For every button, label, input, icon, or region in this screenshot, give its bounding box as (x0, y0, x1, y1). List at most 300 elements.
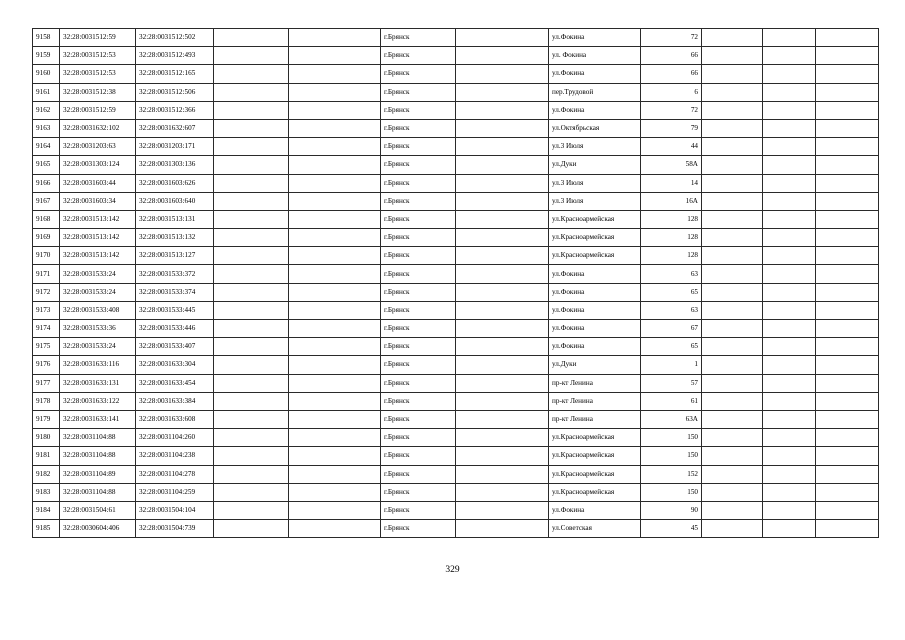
empty-cell (456, 174, 549, 192)
empty-cell (289, 429, 381, 447)
empty-cell (816, 138, 879, 156)
empty-cell (214, 192, 289, 210)
empty-cell (816, 320, 879, 338)
empty-cell (702, 47, 763, 65)
building-cadastral-number-cell: 32:28:0031603:626 (136, 174, 214, 192)
table-row (33, 283, 879, 301)
empty-cell (456, 192, 549, 210)
city-cell: г.Брянск (381, 374, 456, 392)
city-cell: г.Брянск (381, 301, 456, 319)
house-number-cell: 14 (641, 174, 702, 192)
empty-cell (702, 520, 763, 538)
city-cell: г.Брянск (381, 47, 456, 65)
empty-cell (816, 429, 879, 447)
city-cell: г.Брянск (381, 65, 456, 83)
empty-cell (289, 283, 381, 301)
building-cadastral-number-cell: 32:28:0031533:374 (136, 283, 214, 301)
empty-cell (289, 229, 381, 247)
house-number-cell: 45 (641, 520, 702, 538)
city-cell: г.Брянск (381, 83, 456, 101)
empty-cell (456, 483, 549, 501)
empty-cell (763, 447, 816, 465)
city-cell: г.Брянск (381, 520, 456, 538)
building-cadastral-number-cell: 32:28:0031513:132 (136, 229, 214, 247)
table-row (33, 29, 879, 47)
row-number-cell: 9162 (33, 101, 60, 119)
empty-cell (816, 265, 879, 283)
table-row (33, 501, 879, 519)
street-cell: ул.Фокина (549, 283, 641, 301)
house-number-cell: 128 (641, 247, 702, 265)
empty-cell (214, 210, 289, 228)
table-row (33, 338, 879, 356)
row-number-cell: 9160 (33, 65, 60, 83)
street-cell: пр-кт Ленина (549, 410, 641, 428)
empty-cell (816, 119, 879, 137)
street-cell: ул.Октябрьская (549, 119, 641, 137)
empty-cell (816, 501, 879, 519)
empty-cell (763, 392, 816, 410)
street-cell: ул.Фокина (549, 65, 641, 83)
empty-cell (702, 210, 763, 228)
empty-cell (702, 247, 763, 265)
house-number-cell: 66 (641, 65, 702, 83)
house-number-cell: 152 (641, 465, 702, 483)
building-cadastral-number-cell: 32:28:0031303:136 (136, 156, 214, 174)
house-number-cell: 72 (641, 101, 702, 119)
empty-cell (456, 465, 549, 483)
empty-cell (214, 447, 289, 465)
land-cadastral-number-cell: 32:28:0031633:116 (60, 356, 136, 374)
city-cell: г.Брянск (381, 192, 456, 210)
house-number-cell: 58А (641, 156, 702, 174)
building-cadastral-number-cell: 32:28:0031512:366 (136, 101, 214, 119)
land-cadastral-number-cell: 32:28:0031603:34 (60, 192, 136, 210)
empty-cell (816, 374, 879, 392)
empty-cell (702, 338, 763, 356)
street-cell: ул.3 Июля (549, 174, 641, 192)
street-cell: ул.Красноармейская (549, 447, 641, 465)
empty-cell (214, 429, 289, 447)
row-number-cell: 9163 (33, 119, 60, 137)
empty-cell (289, 301, 381, 319)
land-cadastral-number-cell: 32:28:0031533:408 (60, 301, 136, 319)
city-cell: г.Брянск (381, 483, 456, 501)
empty-cell (763, 410, 816, 428)
land-cadastral-number-cell: 32:28:0031104:88 (60, 483, 136, 501)
empty-cell (289, 338, 381, 356)
empty-cell (214, 301, 289, 319)
city-cell: г.Брянск (381, 356, 456, 374)
building-cadastral-number-cell: 32:28:0031512:502 (136, 29, 214, 47)
empty-cell (214, 101, 289, 119)
row-number-cell: 9176 (33, 356, 60, 374)
empty-cell (289, 265, 381, 283)
empty-cell (289, 247, 381, 265)
empty-cell (702, 283, 763, 301)
empty-cell (816, 192, 879, 210)
house-number-cell: 150 (641, 447, 702, 465)
empty-cell (214, 65, 289, 83)
row-number-cell: 9180 (33, 429, 60, 447)
empty-cell (456, 229, 549, 247)
empty-cell (214, 265, 289, 283)
street-cell: ул.Красноармейская (549, 483, 641, 501)
house-number-cell: 128 (641, 229, 702, 247)
building-cadastral-number-cell: 32:28:0031104:259 (136, 483, 214, 501)
empty-cell (763, 374, 816, 392)
table-row (33, 465, 879, 483)
city-cell: г.Брянск (381, 283, 456, 301)
empty-cell (214, 338, 289, 356)
building-cadastral-number-cell: 32:28:0031533:372 (136, 265, 214, 283)
empty-cell (816, 47, 879, 65)
building-cadastral-number-cell: 32:28:0031203:171 (136, 138, 214, 156)
empty-cell (763, 283, 816, 301)
house-number-cell: 16А (641, 192, 702, 210)
empty-cell (702, 447, 763, 465)
empty-cell (702, 156, 763, 174)
empty-cell (214, 156, 289, 174)
street-cell: ул.Фокина (549, 338, 641, 356)
empty-cell (763, 192, 816, 210)
empty-cell (214, 229, 289, 247)
row-number-cell: 9161 (33, 83, 60, 101)
building-cadastral-number-cell: 32:28:0031512:506 (136, 83, 214, 101)
building-cadastral-number-cell: 32:28:0031533:446 (136, 320, 214, 338)
empty-cell (214, 483, 289, 501)
building-cadastral-number-cell: 32:28:0031603:640 (136, 192, 214, 210)
house-number-cell: 65 (641, 283, 702, 301)
empty-cell (816, 83, 879, 101)
row-number-cell: 9178 (33, 392, 60, 410)
land-cadastral-number-cell: 32:28:0031603:44 (60, 174, 136, 192)
street-cell: ул.Дуки (549, 156, 641, 174)
table-row (33, 47, 879, 65)
row-number-cell: 9158 (33, 29, 60, 47)
empty-cell (289, 210, 381, 228)
empty-cell (456, 374, 549, 392)
table-row (33, 483, 879, 501)
street-cell: ул.Фокина (549, 101, 641, 119)
table-body (33, 29, 879, 538)
empty-cell (214, 119, 289, 137)
empty-cell (816, 392, 879, 410)
city-cell: г.Брянск (381, 119, 456, 137)
empty-cell (702, 119, 763, 137)
empty-cell (763, 174, 816, 192)
empty-cell (214, 283, 289, 301)
empty-cell (702, 174, 763, 192)
empty-cell (702, 410, 763, 428)
empty-cell (456, 320, 549, 338)
house-number-cell: 57 (641, 374, 702, 392)
empty-cell (289, 119, 381, 137)
row-number-cell: 9181 (33, 447, 60, 465)
empty-cell (702, 301, 763, 319)
empty-cell (816, 447, 879, 465)
table-row (33, 374, 879, 392)
empty-cell (702, 192, 763, 210)
empty-cell (214, 392, 289, 410)
empty-cell (816, 210, 879, 228)
building-cadastral-number-cell: 32:28:0031504:739 (136, 520, 214, 538)
table-row (33, 101, 879, 119)
street-cell: ул.Красноармейская (549, 465, 641, 483)
empty-cell (456, 47, 549, 65)
empty-cell (816, 520, 879, 538)
table-row (33, 229, 879, 247)
empty-cell (289, 174, 381, 192)
empty-cell (702, 374, 763, 392)
empty-cell (763, 247, 816, 265)
empty-cell (456, 101, 549, 119)
table-row (33, 174, 879, 192)
empty-cell (702, 429, 763, 447)
table-row (33, 192, 879, 210)
city-cell: г.Брянск (381, 29, 456, 47)
empty-cell (289, 483, 381, 501)
empty-cell (289, 410, 381, 428)
empty-cell (289, 501, 381, 519)
table-row (33, 356, 879, 374)
city-cell: г.Брянск (381, 156, 456, 174)
land-cadastral-number-cell: 32:28:0031633:122 (60, 392, 136, 410)
house-number-cell: 150 (641, 483, 702, 501)
empty-cell (456, 356, 549, 374)
land-cadastral-number-cell: 32:28:0031513:142 (60, 247, 136, 265)
empty-cell (289, 101, 381, 119)
street-cell: ул.Красноармейская (549, 429, 641, 447)
empty-cell (289, 29, 381, 47)
street-cell: ул.Фокина (549, 501, 641, 519)
city-cell: г.Брянск (381, 465, 456, 483)
building-cadastral-number-cell: 32:28:0031104:260 (136, 429, 214, 447)
empty-cell (763, 229, 816, 247)
empty-cell (816, 410, 879, 428)
house-number-cell: 1 (641, 356, 702, 374)
building-cadastral-number-cell: 32:28:0031633:304 (136, 356, 214, 374)
house-number-cell: 65 (641, 338, 702, 356)
empty-cell (816, 101, 879, 119)
land-cadastral-number-cell: 32:28:0031104:89 (60, 465, 136, 483)
empty-cell (214, 374, 289, 392)
empty-cell (702, 138, 763, 156)
empty-cell (214, 174, 289, 192)
empty-cell (214, 247, 289, 265)
building-cadastral-number-cell: 32:28:0031104:278 (136, 465, 214, 483)
land-cadastral-number-cell: 32:28:0031203:63 (60, 138, 136, 156)
city-cell: г.Брянск (381, 447, 456, 465)
empty-cell (289, 83, 381, 101)
house-number-cell: 44 (641, 138, 702, 156)
street-cell: ул.Фокина (549, 265, 641, 283)
city-cell: г.Брянск (381, 229, 456, 247)
row-number-cell: 9166 (33, 174, 60, 192)
city-cell: г.Брянск (381, 320, 456, 338)
empty-cell (289, 520, 381, 538)
empty-cell (763, 119, 816, 137)
empty-cell (763, 465, 816, 483)
table-row (33, 65, 879, 83)
row-number-cell: 9170 (33, 247, 60, 265)
land-cadastral-number-cell: 32:28:0031633:131 (60, 374, 136, 392)
empty-cell (702, 320, 763, 338)
building-cadastral-number-cell: 32:28:0031633:384 (136, 392, 214, 410)
empty-cell (763, 156, 816, 174)
empty-cell (816, 156, 879, 174)
building-cadastral-number-cell: 32:28:0031512:165 (136, 65, 214, 83)
empty-cell (214, 138, 289, 156)
empty-cell (456, 265, 549, 283)
table-row (33, 429, 879, 447)
empty-cell (816, 229, 879, 247)
empty-cell (214, 520, 289, 538)
row-number-cell: 9169 (33, 229, 60, 247)
building-cadastral-number-cell: 32:28:0031512:493 (136, 47, 214, 65)
row-number-cell: 9165 (33, 156, 60, 174)
empty-cell (456, 65, 549, 83)
city-cell: г.Брянск (381, 210, 456, 228)
street-cell: ул.Фокина (549, 29, 641, 47)
empty-cell (816, 283, 879, 301)
table-row (33, 119, 879, 137)
land-cadastral-number-cell: 32:28:0030604:406 (60, 520, 136, 538)
city-cell: г.Брянск (381, 265, 456, 283)
empty-cell (816, 301, 879, 319)
building-cadastral-number-cell: 32:28:0031633:454 (136, 374, 214, 392)
row-number-cell: 9168 (33, 210, 60, 228)
table-row (33, 410, 879, 428)
land-cadastral-number-cell: 32:28:0031513:142 (60, 229, 136, 247)
street-cell: ул.Красноармейская (549, 229, 641, 247)
building-cadastral-number-cell: 32:28:0031104:238 (136, 447, 214, 465)
empty-cell (289, 47, 381, 65)
row-number-cell: 9177 (33, 374, 60, 392)
land-cadastral-number-cell: 32:28:0031512:38 (60, 83, 136, 101)
land-cadastral-number-cell: 32:28:0031633:141 (60, 410, 136, 428)
empty-cell (702, 465, 763, 483)
empty-cell (702, 501, 763, 519)
city-cell: г.Брянск (381, 174, 456, 192)
row-number-cell: 9183 (33, 483, 60, 501)
row-number-cell: 9182 (33, 465, 60, 483)
table-row (33, 83, 879, 101)
empty-cell (763, 320, 816, 338)
street-cell: ул.Фокина (549, 320, 641, 338)
land-cadastral-number-cell: 32:28:0031632:102 (60, 119, 136, 137)
street-cell: ул.Советская (549, 520, 641, 538)
empty-cell (816, 483, 879, 501)
empty-cell (214, 501, 289, 519)
empty-cell (456, 138, 549, 156)
table-row (33, 210, 879, 228)
city-cell: г.Брянск (381, 392, 456, 410)
row-number-cell: 9167 (33, 192, 60, 210)
empty-cell (702, 356, 763, 374)
empty-cell (763, 29, 816, 47)
table-row (33, 156, 879, 174)
empty-cell (456, 429, 549, 447)
empty-cell (456, 410, 549, 428)
land-cadastral-number-cell: 32:28:0031104:88 (60, 447, 136, 465)
empty-cell (763, 138, 816, 156)
empty-cell (702, 83, 763, 101)
street-cell: ул.3 Июля (549, 192, 641, 210)
street-cell: ул.3 Июля (549, 138, 641, 156)
empty-cell (289, 447, 381, 465)
house-number-cell: 63 (641, 301, 702, 319)
empty-cell (456, 392, 549, 410)
empty-cell (763, 47, 816, 65)
city-cell: г.Брянск (381, 338, 456, 356)
house-number-cell: 67 (641, 320, 702, 338)
empty-cell (763, 210, 816, 228)
empty-cell (289, 356, 381, 374)
page-number: 329 (445, 565, 460, 575)
empty-cell (214, 356, 289, 374)
building-cadastral-number-cell: 32:28:0031632:607 (136, 119, 214, 137)
empty-cell (289, 465, 381, 483)
row-number-cell: 9184 (33, 501, 60, 519)
empty-cell (289, 65, 381, 83)
land-cadastral-number-cell: 32:28:0031533:24 (60, 283, 136, 301)
table-row (33, 301, 879, 319)
street-cell: ул. Фокина (549, 47, 641, 65)
empty-cell (289, 320, 381, 338)
empty-cell (763, 356, 816, 374)
empty-cell (214, 29, 289, 47)
land-cadastral-number-cell: 32:28:0031533:24 (60, 265, 136, 283)
street-cell: ул.Дуки (549, 356, 641, 374)
row-number-cell: 9175 (33, 338, 60, 356)
empty-cell (456, 29, 549, 47)
city-cell: г.Брянск (381, 138, 456, 156)
empty-cell (816, 465, 879, 483)
building-cadastral-number-cell: 32:28:0031633:608 (136, 410, 214, 428)
empty-cell (456, 119, 549, 137)
empty-cell (456, 338, 549, 356)
table-row (33, 520, 879, 538)
empty-cell (702, 483, 763, 501)
empty-cell (456, 210, 549, 228)
table-row (33, 447, 879, 465)
empty-cell (763, 83, 816, 101)
land-cadastral-number-cell: 32:28:0031512:53 (60, 47, 136, 65)
table-row (33, 392, 879, 410)
row-number-cell: 9174 (33, 320, 60, 338)
row-number-cell: 9172 (33, 283, 60, 301)
empty-cell (763, 65, 816, 83)
empty-cell (214, 83, 289, 101)
table-row (33, 320, 879, 338)
city-cell: г.Брянск (381, 501, 456, 519)
street-cell: пр-кт Ленина (549, 392, 641, 410)
empty-cell (702, 265, 763, 283)
house-number-cell: 150 (641, 429, 702, 447)
empty-cell (763, 265, 816, 283)
land-cadastral-number-cell: 32:28:0031504:61 (60, 501, 136, 519)
house-number-cell: 63 (641, 265, 702, 283)
row-number-cell: 9179 (33, 410, 60, 428)
empty-cell (702, 29, 763, 47)
empty-cell (456, 447, 549, 465)
land-cadastral-number-cell: 32:28:0031104:88 (60, 429, 136, 447)
row-number-cell: 9171 (33, 265, 60, 283)
city-cell: г.Брянск (381, 247, 456, 265)
street-cell: ул.Фокина (549, 301, 641, 319)
empty-cell (816, 356, 879, 374)
